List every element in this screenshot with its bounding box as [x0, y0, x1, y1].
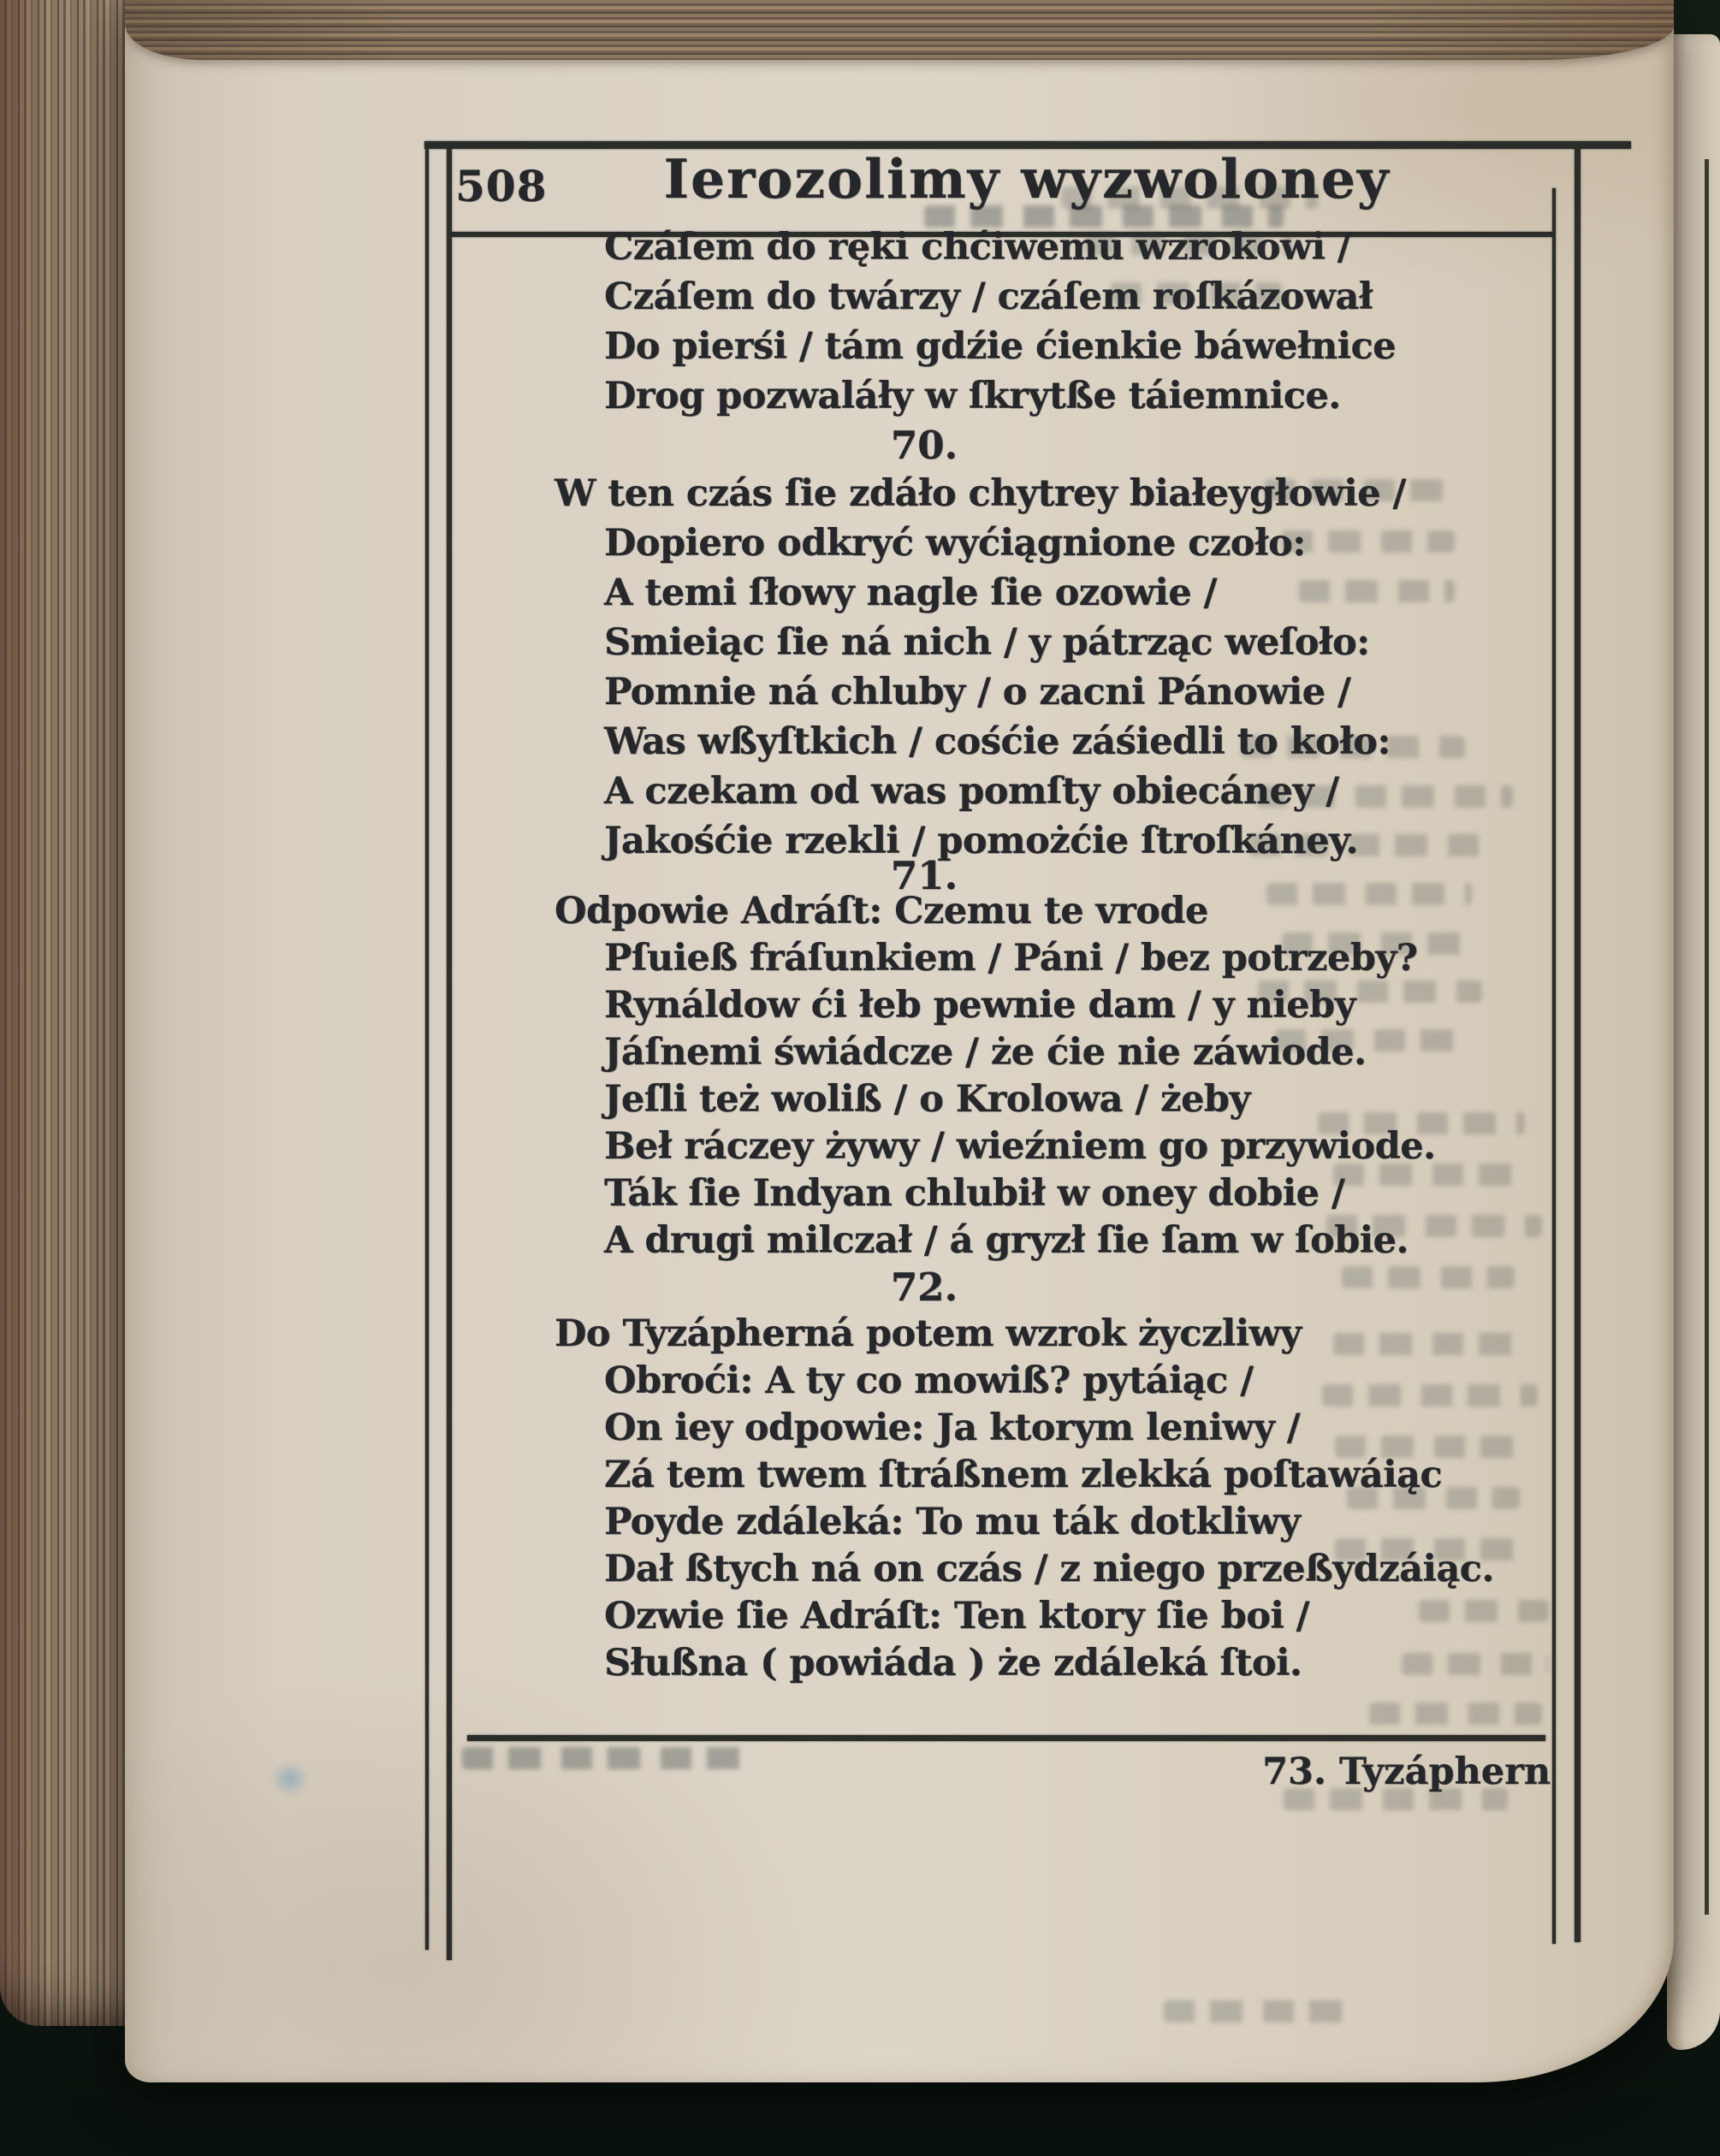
ghost-showthrough: [462, 1747, 746, 1769]
poem-line: Ták ſie Indyan chlubił w oney dobie /: [604, 1172, 1345, 1215]
page-number: 508: [455, 161, 548, 211]
frame-rule-left-outer: [425, 143, 429, 1950]
poem-line: A czekam od was pomſty obiecáney /: [604, 770, 1339, 813]
poem-line: Czáſem do ręki chćiwemu wzrokowi /: [604, 226, 1350, 269]
ghost-showthrough: [1164, 2000, 1362, 2023]
poem-line: Dał ßtych ná on czás / z niego przeßydzáiąc.: [604, 1548, 1494, 1590]
poem-line: Jáſnemi świádcze / że ćie nie záwiode.: [604, 1031, 1367, 1074]
poem-line: Pſuieß fráſunkiem / Páni / bez potrzeby?: [604, 937, 1418, 980]
poem-line: Odpowie Adráſt: Czemu te vrode: [555, 890, 1208, 933]
poem-line: Do Tyzápherná potem wzrok życzliwy: [555, 1312, 1302, 1355]
stanza-number: 71.: [890, 853, 958, 898]
poem-line: Jakośćie rzekli / pomożćie ſtroſkáney.: [604, 820, 1358, 862]
stanza-70: [555, 469, 1590, 866]
poem-line: Jeſli też woliß / o Krolowa / żeby: [604, 1078, 1250, 1121]
book-top-edge: [125, 0, 1674, 60]
poem-line: Zá tem twem ſtráßnem zlekká poſtawáiąc: [604, 1454, 1443, 1496]
stanza-number: 72.: [890, 1265, 958, 1310]
ghost-showthrough: [1342, 1266, 1515, 1288]
poem-line: Do pierśi / tám gdźie ćienkie báwełnice: [604, 325, 1397, 368]
poem-line: Beł ráczey żywy / wieźniem go przywiode.: [604, 1125, 1436, 1168]
poem-line: Poyde zdáleká: To mu ták dotkliwy: [604, 1501, 1301, 1543]
poem-line: Rynáldow ći łeb pewnie dam / y nieby: [604, 984, 1355, 1027]
poem-line: Drog pozwaláły w ſkrytße táiemnice.: [604, 375, 1341, 418]
running-title: Ierozolimy wyzwoloney: [663, 147, 1391, 210]
poem-line: On iey odpowie: Ja ktorym leniwy /: [604, 1407, 1300, 1449]
poem-line: Smieiąc ſie ná nich / y pátrząc weſoło:: [604, 621, 1370, 664]
stanza-69-end: [555, 222, 1590, 421]
stanza-number: 70.: [890, 423, 958, 468]
poem-line: Obroći: A ty co mowiß? pytáiąc /: [604, 1359, 1254, 1402]
frame-rule-left-inner: [447, 143, 452, 1960]
next-page-edge: [1667, 34, 1720, 2050]
poem-line: Ozwie ſie Adráſt: Ten ktory ſie boi /: [604, 1595, 1309, 1638]
blue-ink-spot: [270, 1761, 310, 1797]
poem-line: A temi ſłowy nagle ſie ozowie /: [604, 572, 1217, 614]
next-page-frame-rule: [1705, 159, 1709, 1915]
stanza-72: [555, 1311, 1590, 1687]
frame-rule-bottom: [467, 1735, 1545, 1741]
poem-line: Słußna ( powiáda ) że zdáleká ſtoi.: [604, 1642, 1302, 1685]
poem-line: W ten czás ſie zdáło chytrey białeygłowie /: [555, 472, 1406, 515]
ghost-showthrough: [1369, 1703, 1542, 1725]
poem-line: Was wßyſtkich / cośćie záśiedli to koło:: [604, 720, 1391, 763]
poem-line: Czáſem do twárzy / czáſem roſkázował: [604, 275, 1373, 318]
poem-line: A drugi milczał / á gryzł ſie ſam w ſobie.: [604, 1219, 1409, 1262]
stanza-71: [555, 888, 1590, 1265]
catchword: 73. Tyzáphern: [1262, 1750, 1551, 1793]
poem-line: Pomnie ná chluby / o zacni Pánowie /: [604, 671, 1351, 714]
poem-line: Dopiero odkryć wyćiągnione czoło:: [604, 522, 1306, 565]
